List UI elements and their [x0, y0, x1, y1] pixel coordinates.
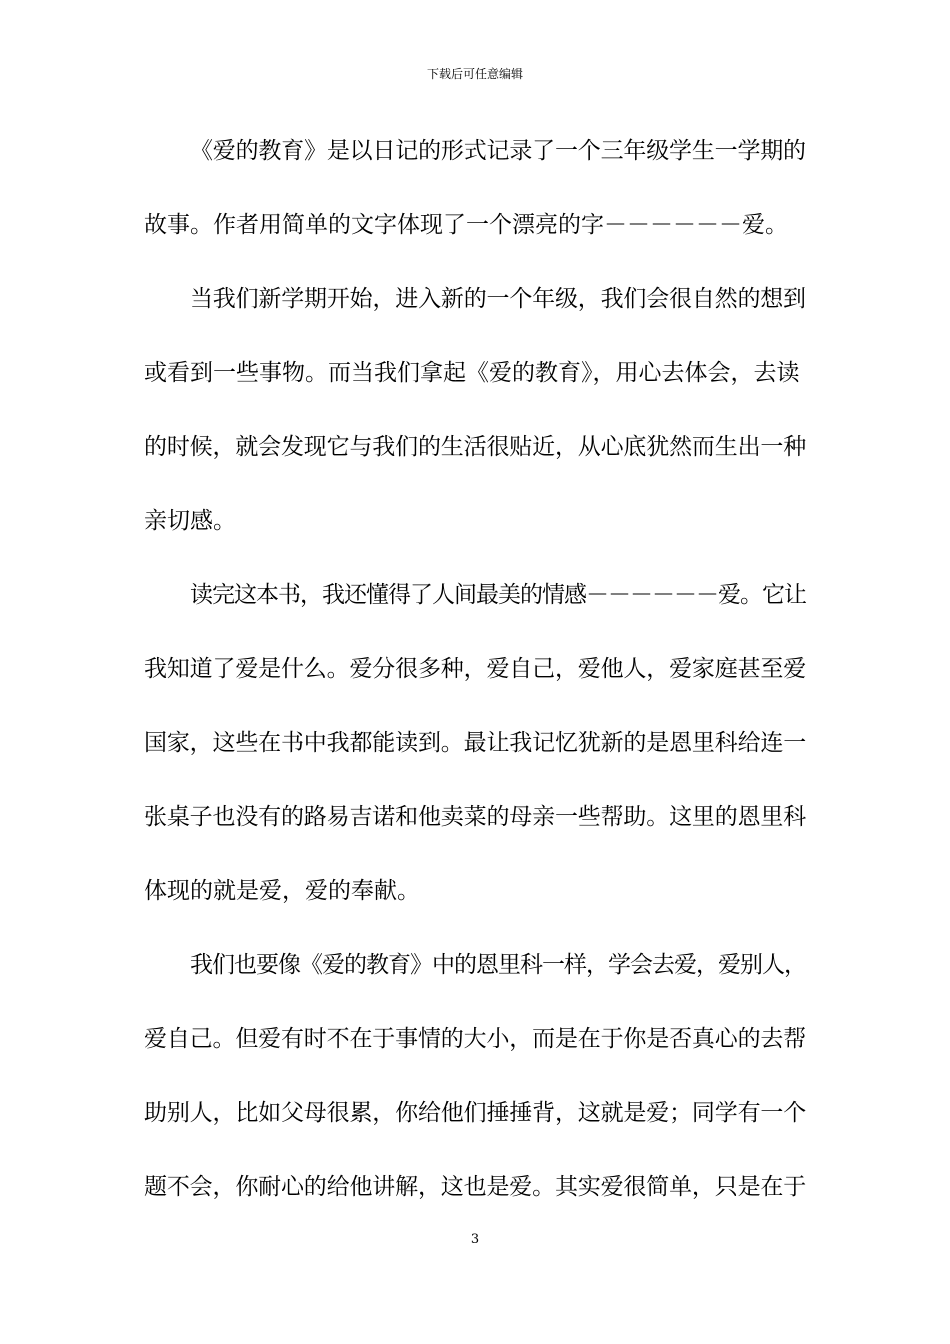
text-line: 助别人，比如父母很累，你给他们捶捶背，这就是爱；同学有一个: [144, 1100, 807, 1126]
page-number: 3: [470, 1232, 480, 1247]
text-line: 国家，这些在书中我都能读到。最让我记忆犹新的是恩里科给连一: [144, 730, 807, 756]
text-line: 我们也要像《爱的教育》中的恩里科一样，学会去爱，爱别人，: [190, 952, 806, 978]
text-line: 亲切感。: [144, 508, 236, 534]
text-line: 当我们新学期开始，进入新的一个年级，我们会很自然的想到: [190, 286, 806, 312]
text-line: 或看到一些事物。而当我们拿起《爱的教育》，用心去体会，去读: [144, 360, 800, 386]
header-note: 下载后可任意编辑: [426, 67, 523, 81]
text-line: 题不会，你耐心的给他讲解，这也是爱。其实爱很简单，只是在于: [144, 1174, 807, 1200]
text-line: 的时候，就会发现它与我们的生活很贴近，从心底犹然而生出一种: [144, 434, 807, 460]
body-text: [144, 128, 806, 1238]
text-line: 读完这本书，我还懂得了人间最美的情感－－－－－－爱。它让: [190, 582, 806, 608]
text-line: 故事。作者用简单的文字体现了一个漂亮的字－－－－－－爱。: [144, 212, 788, 238]
text-line: 《爱的教育》是以日记的形式记录了一个三年级学生一学期的: [190, 138, 806, 164]
text-line: 爱自己。但爱有时不在于事情的大小，而是在于你是否真心的去帮: [144, 1026, 807, 1052]
text-line: 体现的就是爱，爱的奉献。: [144, 878, 420, 904]
text-line: 张桌子也没有的路易吉诺和他卖菜的母亲一些帮助。这里的恩里科: [144, 804, 807, 830]
text-line: 我知道了爱是什么。爱分很多种，爱自己，爱他人，爱家庭甚至爱: [144, 656, 807, 682]
